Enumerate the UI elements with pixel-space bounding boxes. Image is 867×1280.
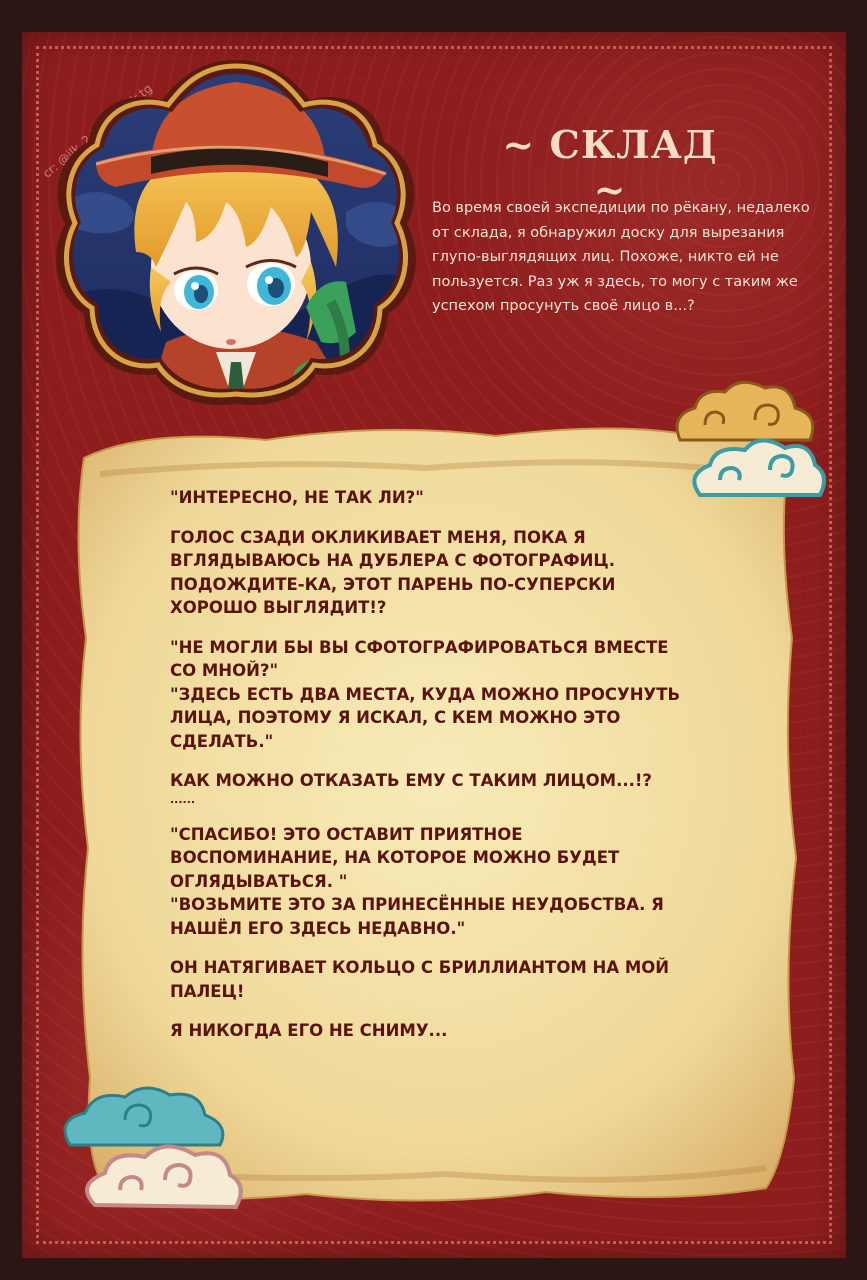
story-paragraph: ОН НАТЯГИВАЕТ КОЛЬЦО С БРИЛЛИАНТОМ НА МОЙ ПАЛЕЦ! [170, 958, 670, 1001]
story-paragraph: ГОЛОС СЗАДИ ОКЛИКИВАЕТ МЕНЯ, ПОКА Я ВГЛЯДЫВАЮСЬ НА ДУБЛЕРА С ФОТОГРАФИЦ. ПОДОЖДИТЕ-КА, ЭТОТ ПАРЕНЬ ПО-СУПЕРСКИ ХОРОШО ВЫГЛЯДИТ!? [170, 527, 616, 617]
cloud-swirl-icon [40, 1075, 250, 1225]
character-portrait-icon [56, 52, 416, 408]
watermark: cr: @ilk_2d tg [40, 81, 155, 181]
story-paragraph: Я НИКОГДА ЕГО НЕ СНИМУ... [170, 1021, 448, 1040]
page-title: ~ СКЛАД ~ [502, 122, 718, 212]
story-paragraph: "ИНТЕРЕСНО, НЕ ТАК ЛИ?" [170, 488, 424, 507]
story-paragraph: ...... [170, 792, 196, 806]
story-paragraph: "ЗДЕСЬ ЕСТЬ ДВА МЕСТА, КУДА МОЖНО ПРОСУНУТЬ ЛИЦА, ПОЭТОМУ Я ИСКАЛ, С КЕМ МОЖНО ЭТО СДЕЛАТЬ." [170, 684, 681, 751]
story-paragraph: КАК МОЖНО ОТКАЗАТЬ ЕМУ С ТАКИМ ЛИЦОМ...!? [170, 771, 652, 790]
story-paragraph: "СПАСИБО! ЭТО ОСТАВИТ ПРИЯТНОЕ ВОСПОМИНАНИЕ, НА КОТОРОЕ МОЖНО БУДЕТ ОГЛЯДЫВАТЬСЯ. " [170, 824, 620, 891]
intro-text: Во время своей экспедиции по рёкану, недалеко от склада, я обнаружил доску для вырезания глупо-выглядящих лиц. Похоже, никто ей не пользуется. Раз уж я здесь, то могу с таким же успехом просунуть своё лицо в...? [432, 200, 810, 314]
story-paragraph: "НЕ МОГЛИ БЫ ВЫ СФОТОГРАФИРОВАТЬСЯ ВМЕСТЕ СО МНОЙ?" [170, 637, 669, 680]
story-paragraph: "ВОЗЬМИТЕ ЭТО ЗА ПРИНЕСЁННЫЕ НЕУДОБСТВА. Я НАШЁЛ ЕГО ЗДЕСЬ НЕДАВНО." [170, 895, 664, 938]
story-text [170, 486, 690, 1059]
